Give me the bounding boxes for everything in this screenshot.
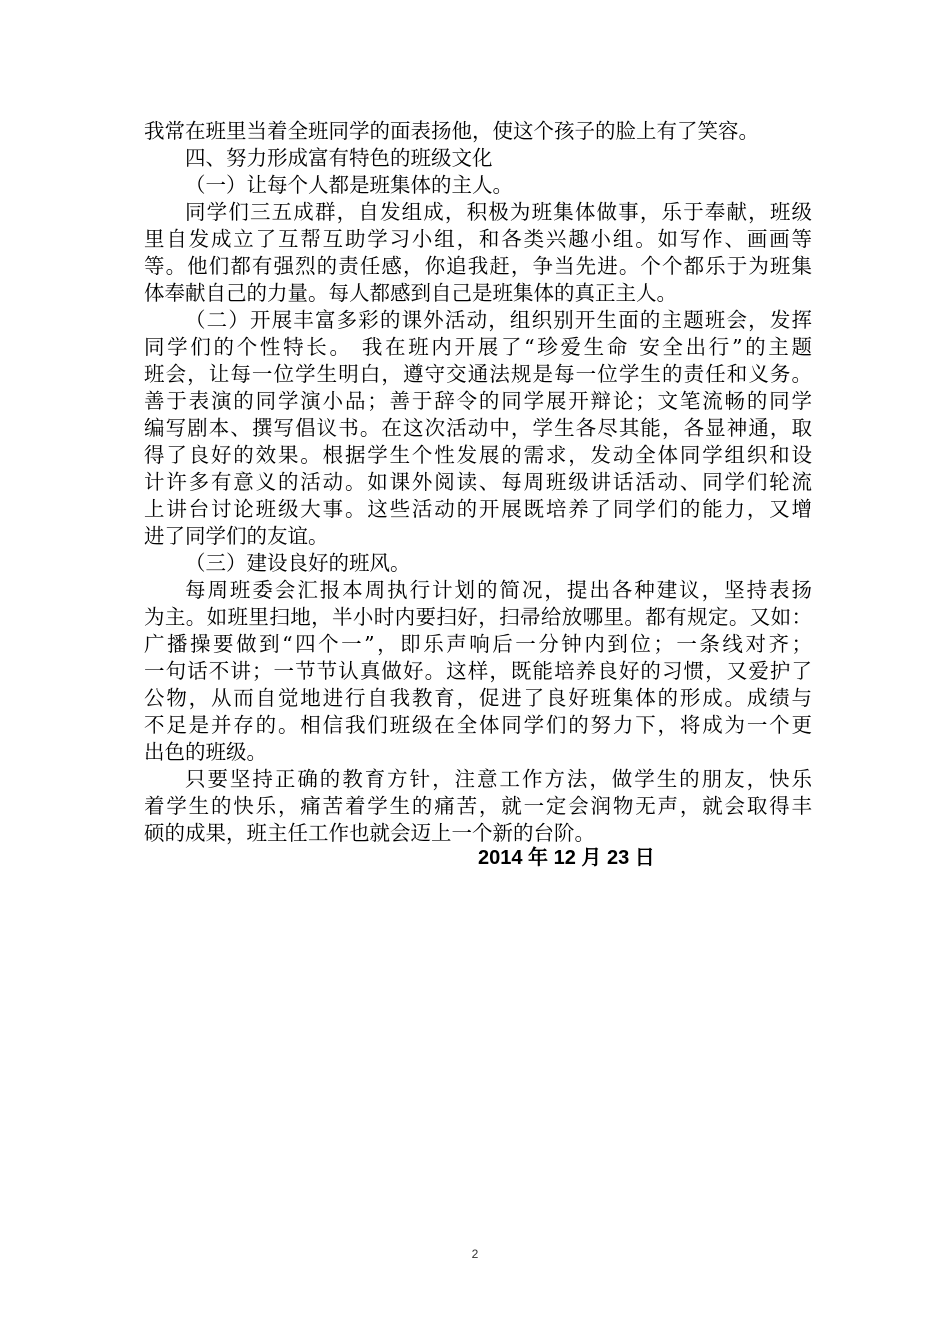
text-line: 班会，让每一位学生明白，遵守交通法规是每一位学生的责任和义务。 (144, 362, 812, 386)
text-line: 着学生的快乐，痛苦着学生的痛苦，就一定会润物无声，就会取得丰 (144, 794, 812, 818)
text-line: （三）建设良好的班风。 (185, 551, 411, 575)
date-signature: 2014 年 12 月 23 日 (478, 847, 655, 869)
text-line: 同学们的个性特长。 我在班内开展了“珍爱生命 安全出行”的主题 (144, 335, 812, 359)
text-line: 公物，从而自觉地进行自我教育，促进了良好班集体的形成。成绩与 (144, 686, 812, 710)
text-line: （一）让每个人都是班集体的主人。 (185, 173, 513, 197)
text-line: 里自发成立了互帮互助学习小组，和各类兴趣小组。如写作、画画等 (144, 227, 812, 251)
text-line: 体奉献自己的力量。每人都感到自己是班集体的真正主人。 (144, 281, 677, 305)
text-line: 出色的班级。 (144, 740, 267, 764)
text-line: 广播操要做到“四个一”，即乐声响后一分钟内到位；一条线对齐； (144, 632, 812, 656)
text-line: 不足是并存的。相信我们班级在全体同学们的努力下，将成为一个更 (144, 713, 812, 737)
page-number: 2 (471, 1247, 479, 1261)
text-line: 只要坚持正确的教育方针，注意工作方法，做学生的朋友，快乐 (185, 767, 812, 791)
text-line: 同学们三五成群，自发组成，积极为班集体做事，乐于奉献，班级 (185, 200, 812, 224)
text-line: 计许多有意义的活动。如课外阅读、每周班级讲话活动、同学们轮流 (144, 470, 812, 494)
text-line: （二）开展丰富多彩的课外活动，组织别开生面的主题班会，发挥 (185, 308, 812, 332)
text-line: 四、努力形成富有特色的班级文化 (185, 146, 493, 170)
text-line: 硕的成果，班主任工作也就会迈上一个新的台阶。 (144, 821, 595, 845)
text-line: 得了良好的效果。根据学生个性发展的需求，发动全体同学组织和设 (144, 443, 812, 467)
text-line: 上讲台讨论班级大事。这些活动的开展既培养了同学们的能力，又增 (144, 497, 812, 521)
body-text (144, 118, 812, 847)
text-line: 进了同学们的友谊。 (144, 524, 329, 548)
text-line: 善于表演的同学演小品；善于辞令的同学展开辩论；文笔流畅的同学 (144, 389, 812, 413)
text-line: 为主。如班里扫地，半小时内要扫好，扫帚给放哪里。都有规定。又如： (144, 605, 812, 629)
text-line: 一句话不讲；一节节认真做好。这样，既能培养良好的习惯，又爱护了 (144, 659, 812, 683)
text-line: 等。他们都有强烈的责任感，你追我赶，争当先进。个个都乐于为班集 (144, 254, 812, 278)
text-line: 编写剧本、撰写倡议书。在这次活动中，学生各尽其能，各显神通，取 (144, 416, 812, 440)
text-line: 我常在班里当着全班同学的面表扬他，使这个孩子的脸上有了笑容。 (144, 119, 759, 143)
text-line: 每周班委会汇报本周执行计划的简况，提出各种建议，坚持表扬 (185, 578, 812, 602)
